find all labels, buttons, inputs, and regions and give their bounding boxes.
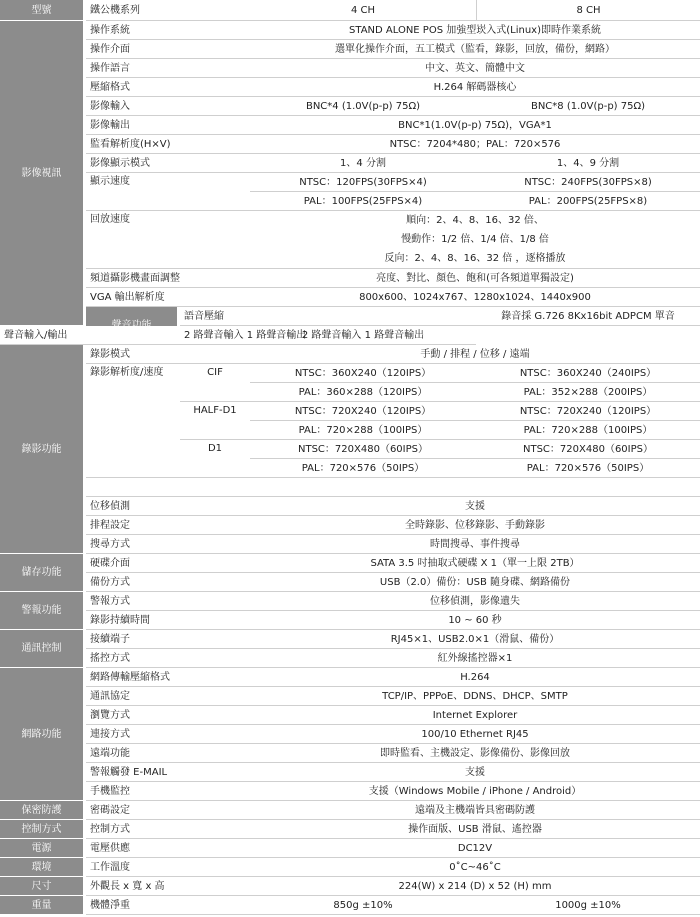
row-label: 位移偵測 (86, 497, 250, 516)
playback-reverse: 反向：2、4、8、16、32 倍 ，逐格播放 (384, 253, 566, 264)
value-8ch-pal: PAL：720×288（100IPS） (476, 421, 700, 440)
row-label: 操作語言 (86, 59, 250, 78)
rate-cif: CIF (180, 364, 250, 402)
row-value: 錄音採 G.726 8Kx16bit ADPCM 單音 (476, 307, 700, 326)
row-environment (0, 858, 700, 877)
series-label: 鐵公機系列 (86, 0, 250, 21)
row-alarm-mode (0, 592, 700, 611)
row-label: 網路傳輸壓縮格式 (86, 668, 250, 687)
row-security (0, 801, 700, 820)
row-codec (0, 78, 700, 97)
row-label: 控制方式 (86, 820, 250, 839)
row-value: 遠端及主機端皆具密碼防護 (250, 801, 700, 820)
category-alarm: 警報功能 (0, 592, 86, 630)
value-8ch-ntsc: NTSC：720X240（120IPS） (476, 402, 700, 421)
model-category: 型號 (0, 0, 86, 21)
rate-d1: D1 (180, 440, 250, 478)
row-label: 影像輸入 (86, 97, 250, 116)
row-value: 手動 / 排程 / 位移 / 遠端 (250, 345, 700, 364)
row-label: 接續端子 (86, 630, 250, 649)
value-4ch-ntsc: NTSC：720X480（60IPS） (250, 440, 476, 459)
row-value: 10 ~ 60 秒 (250, 611, 700, 630)
row-value: 100/10 Ethernet RJ45 (250, 725, 700, 744)
row-connection (0, 725, 700, 744)
row-rec-mode (0, 345, 700, 364)
row-protocol (0, 687, 700, 706)
row-label: 外觀長 x 寬 x 高 (86, 877, 250, 896)
row-video-out (0, 116, 700, 135)
value-4ch: BNC*4 (1.0V(p-p) 75Ω) (250, 97, 476, 116)
row-label: 備份方式 (86, 573, 250, 592)
row-remote-control (0, 649, 700, 668)
value-4ch: 2 路聲音輸入 1 路聲音輸出 (180, 326, 250, 345)
row-remote-func (0, 744, 700, 763)
value-8ch-ntsc: NTSC：240FPS(30FPS×8) (476, 173, 700, 192)
row-label: 壓縮格式 (86, 78, 250, 97)
row-schedule (0, 516, 700, 535)
category-environment: 環境 (0, 858, 86, 877)
row-os (0, 21, 700, 40)
row-label-empty (86, 478, 250, 497)
row-value: 亮度、對比、顏色、飽和(可各頻道單獨設定) (250, 269, 700, 288)
row-value: RJ45×1、USB2.0×1（滑鼠、備份） (250, 630, 700, 649)
row-value: STAND ALONE POS 加強型崁入式(Linux)即時作業系統 (250, 21, 700, 40)
row-value: USB（2.0）備份：USB 隨身碟、網路備份 (250, 573, 700, 592)
rate-half-d1: HALF-D1 (180, 402, 250, 440)
row-label: 機體淨重 (86, 896, 250, 915)
row-value: SATA 3.5 吋抽取式硬碟 X 1（單一上限 2TB） (250, 554, 700, 573)
value-4ch-ntsc: NTSC：360X240（120IPS） (250, 364, 476, 383)
category-weight: 重量 (0, 896, 86, 915)
row-label: 通訊協定 (86, 687, 250, 706)
row-value: 時間搜尋、事件搜尋 (250, 535, 700, 554)
row-value: 紅外線搖控器×1 (250, 649, 700, 668)
value-4ch-pal: PAL：360×288（120IPS） (250, 383, 476, 402)
row-hdd (0, 554, 700, 573)
row-video-in (0, 97, 700, 116)
row-label: 錄影模式 (86, 345, 250, 364)
category-video: 影像視訊 (0, 21, 86, 326)
row-rec-spacer (0, 478, 700, 497)
playback-slow: 慢動作：1/2 倍、1/4 倍、1/8 倍 (401, 234, 549, 245)
value-4ch-pal: PAL：100FPS(25FPS×4) (250, 192, 476, 211)
row-label: 影像顯示模式 (86, 154, 250, 173)
row-mobile (0, 782, 700, 801)
row-value: TCP/IP、PPPoE、DDNS、DHCP、SMTP (250, 687, 700, 706)
row-motion (0, 497, 700, 516)
row-label: 顯示速度 (86, 173, 250, 211)
row-label: 語音壓縮 (180, 307, 476, 326)
row-value: 中文、英文、簡體中文 (250, 59, 700, 78)
row-value: 0˚C~46˚C (250, 858, 700, 877)
row-port (0, 630, 700, 649)
row-control (0, 820, 700, 839)
row-label: 錄影持續時間 (86, 611, 250, 630)
value-8ch: BNC*8 (1.0V(p-p) 75Ω) (476, 97, 700, 116)
row-label: 瀏覽方式 (86, 706, 250, 725)
row-ui (0, 40, 700, 59)
row-email (0, 763, 700, 782)
playback-forward: 順向：2、4、8、16、32 倍、 (406, 215, 544, 226)
row-label: 工作溫度 (86, 858, 250, 877)
row-label: 警報方式 (86, 592, 250, 611)
category-storage: 儲存功能 (0, 554, 86, 592)
row-value: 支援 (250, 763, 700, 782)
value-8ch-ntsc: NTSC：360X240（240IPS） (476, 364, 700, 383)
value-8ch: 1、4、9 分割 (476, 154, 700, 173)
row-weight (0, 896, 700, 915)
value-8ch-pal: PAL：200FPS(25FPS×8) (476, 192, 700, 211)
row-label: 排程設定 (86, 516, 250, 535)
row-backup (0, 573, 700, 592)
row-label: 電壓供應 (86, 839, 250, 858)
row-label: VGA 輸出解析度 (86, 288, 250, 307)
row-split (0, 154, 700, 173)
row-value: 224(W) x 214 (D) x 52 (H) mm (250, 877, 700, 896)
row-adjust (0, 269, 700, 288)
row-value: 全時錄影、位移錄影、手動錄影 (250, 516, 700, 535)
category-security: 保密防護 (0, 801, 86, 820)
value-8ch-ntsc: NTSC：720X480（60IPS） (476, 440, 700, 459)
value-4ch-ntsc: NTSC：120FPS(30FPS×4) (250, 173, 476, 192)
row-speed-ntsc (0, 173, 700, 192)
value-4ch: 850g ±10% (250, 896, 476, 915)
category-comm: 通訊控制 (0, 630, 86, 668)
category-audio: 聲音功能 (86, 307, 180, 345)
value-4ch: 1、4 分割 (250, 154, 476, 173)
rec-rate-label: 錄影解析度/速度 (86, 364, 180, 478)
row-value: NTSC：7204*480；PAL：720×576 (250, 135, 700, 154)
row-label: 硬碟介面 (86, 554, 250, 573)
row-label: 警報觸發 E-MAIL (86, 763, 250, 782)
row-label: 手機監控 (86, 782, 250, 801)
row-value: 選單化操作介面，五工模式（監看，錄影，回放，備份，網路） (250, 40, 700, 59)
col-8ch: 8 CH (476, 0, 700, 21)
row-value: BNC*1(1.0V(p-p) 75Ω)，VGA*1 (250, 116, 700, 135)
value-8ch-pal: PAL：720×576（50IPS） (476, 459, 700, 478)
row-browser (0, 706, 700, 725)
row-label: 頻道攝影機畫面調整 (86, 269, 250, 288)
row-value: H.264 解碼器核心 (250, 78, 700, 97)
row-playback (0, 211, 700, 269)
row-audio-codec (0, 307, 700, 326)
row-label: 搜尋方式 (86, 535, 250, 554)
row-alarm-duration (0, 611, 700, 630)
category-control: 控制方式 (0, 820, 86, 839)
category-network: 網路功能 (0, 668, 86, 801)
col-4ch: 4 CH (250, 0, 476, 21)
value-4ch-pal: PAL：720×288（100IPS） (250, 421, 476, 440)
row-audio-io (0, 326, 700, 345)
row-value: DC12V (250, 839, 700, 858)
row-label: 密碼設定 (86, 801, 250, 820)
row-value: 800x600、1024x767、1280x1024、1440x900 (250, 288, 700, 307)
category-power: 電源 (0, 839, 86, 858)
row-value: 支援 (250, 497, 700, 516)
row-label: 搖控方式 (86, 649, 250, 668)
value-8ch: 1000g ±10% (476, 896, 700, 915)
row-lang (0, 59, 700, 78)
row-search (0, 535, 700, 554)
row-label: 操作介面 (86, 40, 250, 59)
row-label: 遠端功能 (86, 744, 250, 763)
row-label: 操作系統 (86, 21, 250, 40)
row-label: 聲音輸入/輸出 (0, 326, 180, 345)
row-label: 連接方式 (86, 725, 250, 744)
row-value: H.264 (250, 668, 700, 687)
value-4ch-pal: PAL：720×576（50IPS） (250, 459, 476, 478)
value-8ch: 2 路聲音輸入 1 路聲音輸出 (250, 326, 476, 345)
row-value (250, 211, 700, 269)
row-value: Internet Explorer (250, 706, 700, 725)
row-label: 監看解析度(H×V) (86, 135, 250, 154)
row-size (0, 877, 700, 896)
category-record: 錄影功能 (0, 345, 86, 554)
row-value-empty (250, 478, 700, 497)
row-value: 即時監看、主機設定、影像備份、影像回放 (250, 744, 700, 763)
row-label: 回放速度 (86, 211, 250, 269)
row-value: 支援（Windows Mobile / iPhone / Android） (250, 782, 700, 801)
row-vga (0, 288, 700, 307)
row-resolution (0, 135, 700, 154)
row-label: 影像輸出 (86, 116, 250, 135)
row-net-format (0, 668, 700, 687)
value-8ch-pal: PAL：352×288（200IPS） (476, 383, 700, 402)
row-value: 位移偵測，影像遺失 (250, 592, 700, 611)
header-row (0, 0, 700, 21)
row-cif-ntsc (0, 364, 700, 383)
value-4ch-ntsc: NTSC：720X240（120IPS） (250, 402, 476, 421)
row-power (0, 839, 700, 858)
category-size: 尺寸 (0, 877, 86, 896)
row-value: 操作面版、USB 滑鼠、遙控器 (250, 820, 700, 839)
